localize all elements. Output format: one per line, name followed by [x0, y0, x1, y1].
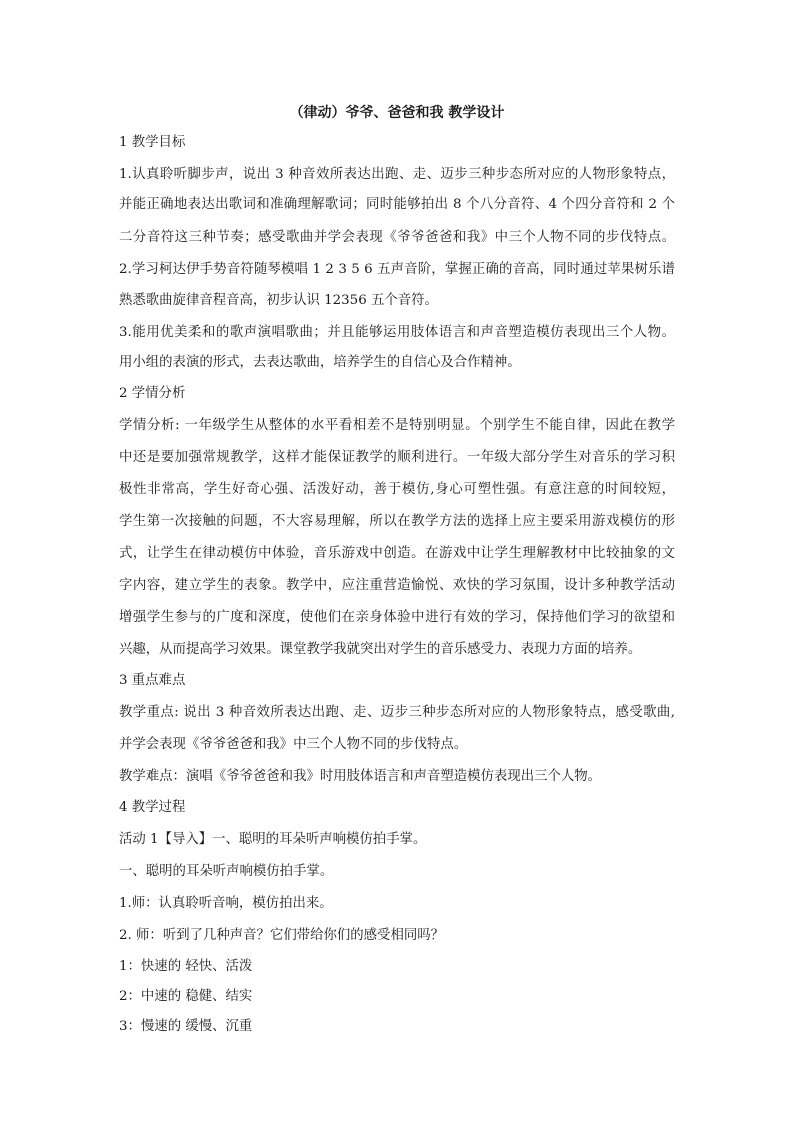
paragraph-line: 1.师：认真聆听音响，模仿拍出来。 [119, 896, 333, 911]
paragraph-line: 2. 师：听到了几种声音？它们带给你们的感受相同吗？ [119, 928, 445, 943]
paragraph-line: 教学难点：演唱《爷爷爸爸和我》时用肢体语言和声音塑造模仿表现出三个人物。 [119, 769, 602, 784]
paragraph-line: 并能正确地表达出歌词和准确理解歌词；同时能够拍出 8 个八分音符、4 个四分音符和 2 个 [119, 197, 675, 212]
paragraph-line: 熟悉歌曲旋律音程音高，初步认识 12356 五个音符。 [119, 293, 438, 308]
paragraph-line: 中还是要加强常规教学，这样才能保证教学的顺利进行。一年级大部分学生对音乐的学习积 [119, 450, 675, 465]
paragraph-line: 3：慢速的 缓慢、沉重 [119, 1019, 253, 1034]
paragraph-line: 教学重点: 说出 3 种音效所表达出跑、走、迈步三种步态所对应的人物形象特点，感受歌曲, [119, 705, 675, 720]
section-heading-analysis: 2 学情分析 [119, 386, 186, 401]
section-heading-key-points: 3 重点难点 [119, 673, 186, 688]
paragraph-line: 兴趣，从而提高学习效果。课堂教学我就突出对学生的音乐感受力、表现力方面的培养。 [119, 642, 642, 657]
paragraph-line: 2：中速的 稳健、结实 [119, 989, 253, 1004]
paragraph-line: 1.认真聆听脚步声，说出 3 种音效所表达出跑、走、迈步三种步态所对应的人物形象特点， [119, 167, 675, 182]
paragraph-line: 3.能用优美柔和的歌声演唱歌曲；并且能够运用肢体语言和声音塑造模仿表现出三个人物。 [119, 325, 675, 340]
paragraph-line: 用小组的表演的形式，去表达歌曲，培养学生的自信心及合作精神。 [119, 355, 521, 370]
paragraph-line: 2.学习柯达伊手势音符随琴模唱 1 2 3 5 6 五声音阶，掌握正确的音高，同时通过苹果树乐谱 [119, 262, 675, 277]
paragraph-line: 式，让学生在律动模仿中体验，音乐游戏中创造。在游戏中让学生理解教材中比较抽象的文 [119, 546, 675, 561]
paragraph-line: 一、聪明的耳朵听声响模仿拍手掌。 [119, 864, 334, 879]
paragraph-line: 1：快速的 轻快、活泼 [119, 959, 253, 974]
paragraph-line: 字内容，建立学生的表象。教学中，应注重营造愉悦、欢快的学习氛围，设计多种教学活动 [119, 578, 675, 593]
paragraph-line: 活动 1【导入】一、聪明的耳朵听声响模仿拍手掌。 [119, 832, 427, 847]
paragraph-line: 并学会表现《爷爷爸爸和我》中三个人物不同的步伐特点。 [119, 737, 468, 752]
paragraph-line: 学生第一次接触的问题，不大容易理解，所以在教学方法的选择上应主要采用游戏模仿的形 [119, 514, 675, 529]
section-heading-objectives: 1 教学目标 [119, 135, 186, 150]
document-title: （律动）爷爷、爸爸和我 教学设计 [289, 105, 505, 121]
paragraph-line: 学情分析: 一年级学生从整体的水平看相差不是特别明显。个别学生不能自律，因此在教学 [119, 418, 675, 433]
paragraph-line: 增强学生参与的广度和深度，使他们在亲身体验中进行有效的学习，保持他们学习的欲望和 [119, 610, 675, 625]
section-heading-process: 4 教学过程 [119, 800, 186, 815]
paragraph-line: 二分音符这三种节奏；感受歌曲并学会表现《爷爷爸爸和我》中三个人物不同的步伐特点。 [119, 230, 675, 245]
paragraph-line: 极性非常高，学生好奇心强、活泼好动，善于模仿,身心可塑性强。有意注意的时间较短， [119, 482, 675, 497]
